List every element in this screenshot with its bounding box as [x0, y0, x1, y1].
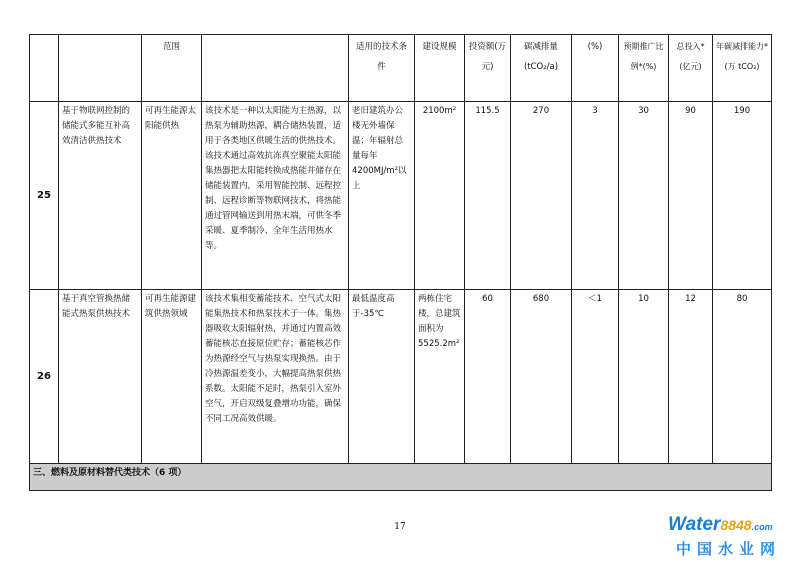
table-row: [30, 290, 772, 464]
section-title: 三、燃料及原材料替代类技术（6 项）: [30, 464, 772, 491]
header-total-input: 总投入*(亿元): [669, 35, 713, 102]
tech-percent: ＜1: [572, 290, 619, 464]
section-header-row: [30, 464, 772, 491]
tech-description: 该技术集相变蓄能技术、空气式太阳能集热技术和热泵技术于一体。集热器吸收太阳辐射热，并通过内置高效蓄能核芯直接原位贮存；蓄能核芯作为热源经空气与热泵实现换热。由于冷热源温差变小，大幅提高热泵供热系数。太阳能不足时，热泵引入室外空气，开启双级复叠增功功能，确保不同工况高效供暖。: [202, 290, 349, 464]
header-annual-capacity: 年碳减排能力*(万 tCO₂): [713, 35, 772, 102]
tech-reduction: 270: [511, 102, 572, 290]
tech-investment: 60: [465, 290, 511, 464]
header-promotion: 预期推广比例*(%): [619, 35, 669, 102]
tech-total-input: 12: [669, 290, 713, 464]
tech-total-input: 90: [669, 102, 713, 290]
tech-scale: 2100m²: [415, 102, 465, 290]
header-percent: (%): [572, 35, 619, 102]
tech-promotion: 10: [619, 290, 669, 464]
tech-conditions: 老旧建筑办公楼无外墙保温；年辐射总量每年4200MJ/m²以上: [349, 102, 415, 290]
header-reduction: 碳减排量(tCO₂/a): [511, 35, 572, 102]
tech-conditions: 最低温度高于-35℃: [349, 290, 415, 464]
tech-investment: 115.5: [465, 102, 511, 290]
tech-scope: 可再生能源太阳能供热: [142, 102, 202, 290]
watermark-cn: 中国水业网: [676, 540, 782, 558]
header-cell: [59, 35, 142, 102]
table-header-row: [30, 35, 772, 102]
tech-promotion: 30: [619, 102, 669, 290]
header-cell: [30, 35, 59, 102]
header-investment: 投资额(万元): [465, 35, 511, 102]
tech-percent: 3: [572, 102, 619, 290]
tech-annual-capacity: 80: [713, 290, 772, 464]
tech-name: 基于物联网控制的储能式多能互补高效清洁供热技术: [59, 102, 142, 290]
tech-reduction: 680: [511, 290, 572, 464]
header-scope: 范围: [142, 35, 202, 102]
row-number: 25: [30, 102, 59, 290]
tech-name: 基于真空管换热储能式热泵供热技术: [59, 290, 142, 464]
header-cell: [202, 35, 349, 102]
tech-scope: 可再生能源建筑供热领域: [142, 290, 202, 464]
header-conditions: 适用的技术条件: [349, 35, 415, 102]
row-number: 26: [30, 290, 59, 464]
header-scale: 建设规模: [415, 35, 465, 102]
table-row: [30, 102, 772, 290]
technology-table: [29, 34, 772, 491]
tech-description: 该技术是一种以太阳能为主热源，以热泵为辅助热源，耦合储热装置，适用于各类地区供暖生活的供热技术。该技术通过高效抗冻真空聚能太阳能集热器把太阳能转换成热能并储存在储能装置内，采用智能控制、远程控制、远程诊断等物联网技术，将热能通过管网输送到用热末端，可供冬季采暖、夏季制冷、全年生活用热水等。: [202, 102, 349, 290]
watermark-logo: [668, 514, 796, 562]
tech-scale: 两栋住宅楼，总建筑面积为5525.2m²: [415, 290, 465, 464]
watermark-brand: Water8848.com: [668, 514, 773, 535]
tech-annual-capacity: 190: [713, 102, 772, 290]
page-number: 17: [394, 522, 406, 532]
